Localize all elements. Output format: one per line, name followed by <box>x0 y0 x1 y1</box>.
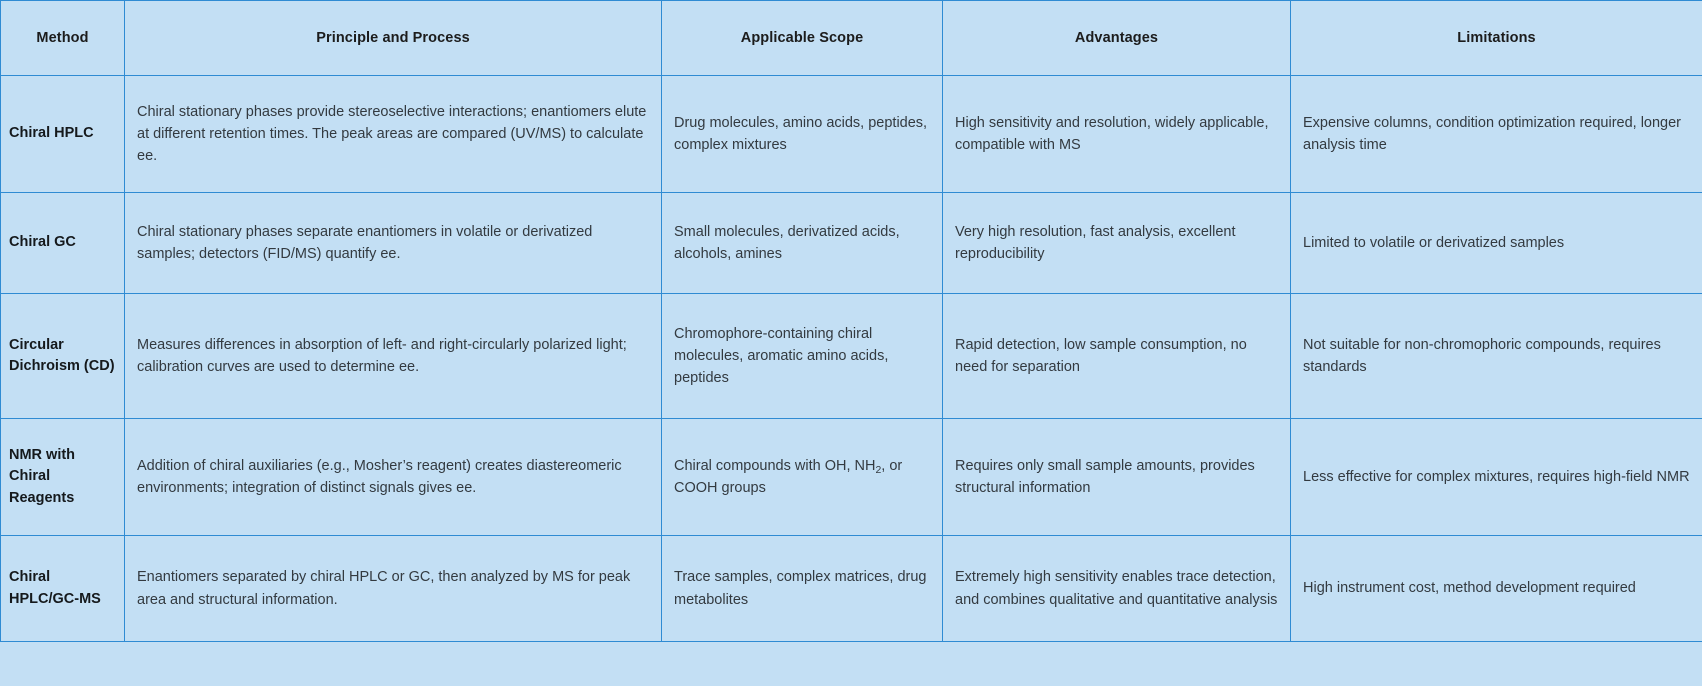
cell-advantages: Very high resolution, fast analysis, excellent reproducibility <box>943 193 1291 294</box>
cell-scope: Drug molecules, amino acids, peptides, complex mixtures <box>662 76 943 193</box>
cell-limitations: Expensive columns, condition optimization required, longer analysis time <box>1291 76 1702 193</box>
cell-limitations: Not suitable for non-chromophoric compounds, requires standards <box>1291 294 1702 419</box>
cell-advantages: High sensitivity and resolution, widely applicable, compatible with MS <box>943 76 1291 193</box>
table-row <box>1 76 1702 193</box>
cell-scope: Trace samples, complex matrices, drug metabolites <box>662 536 943 642</box>
cell-principle: Chiral stationary phases separate enantiomers in volatile or derivatized samples; detectors (FID/MS) quantify ee. <box>125 193 662 294</box>
cell-limitations: Limited to volatile or derivatized samples <box>1291 193 1702 294</box>
cell-principle: Addition of chiral auxiliaries (e.g., Mosher’s reagent) creates diastereomeric environments; integration of distinct signals gives ee. <box>125 419 662 536</box>
column-header-principle-and-process: Principle and Process <box>125 1 662 76</box>
table-header <box>1 1 1702 76</box>
cell-advantages: Rapid detection, low sample consumption, no need for separation <box>943 294 1291 419</box>
cell-method: Chiral HPLC <box>1 76 125 193</box>
table-row <box>1 419 1702 536</box>
column-header-advantages: Advantages <box>943 1 1291 76</box>
subscript-two: 2 <box>875 464 882 476</box>
column-header-applicable-scope: Applicable Scope <box>662 1 943 76</box>
scope-text-suffix: , or COOH groups <box>674 457 903 496</box>
column-header-method: Method <box>1 1 125 76</box>
cell-principle: Chiral stationary phases provide stereoselective interactions; enantiomers elute at different retention times. The peak areas are compared (UV/MS) to calculate ee. <box>125 76 662 193</box>
cell-method: Chiral HPLC/GC-MS <box>1 536 125 642</box>
cell-principle: Measures differences in absorption of left- and right-circularly polarized light; calibration curves are used to determine ee. <box>125 294 662 419</box>
cell-scope: Chromophore-containing chiral molecules, aromatic amino acids, peptides <box>662 294 943 419</box>
cell-principle: Enantiomers separated by chiral HPLC or GC, then analyzed by MS for peak area and structural information. <box>125 536 662 642</box>
cell-method: NMR with Chiral Reagents <box>1 419 125 536</box>
table-row <box>1 536 1702 642</box>
cell-scope <box>662 419 943 536</box>
cell-limitations: High instrument cost, method development required <box>1291 536 1702 642</box>
cell-method: Circular Dichroism (CD) <box>1 294 125 419</box>
cell-method: Chiral GC <box>1 193 125 294</box>
header-row <box>1 1 1702 76</box>
table-row <box>1 294 1702 419</box>
cell-limitations: Less effective for complex mixtures, requires high-field NMR <box>1291 419 1702 536</box>
scope-text-prefix: Chiral compounds with OH, NH <box>674 457 876 474</box>
column-header-limitations: Limitations <box>1291 1 1702 76</box>
cell-scope: Small molecules, derivatized acids, alcohols, amines <box>662 193 943 294</box>
table-row <box>1 193 1702 294</box>
cell-advantages: Extremely high sensitivity enables trace detection, and combines qualitative and quantitative analysis <box>943 536 1291 642</box>
cell-advantages: Requires only small sample amounts, provides structural information <box>943 419 1291 536</box>
table-body <box>1 76 1702 642</box>
